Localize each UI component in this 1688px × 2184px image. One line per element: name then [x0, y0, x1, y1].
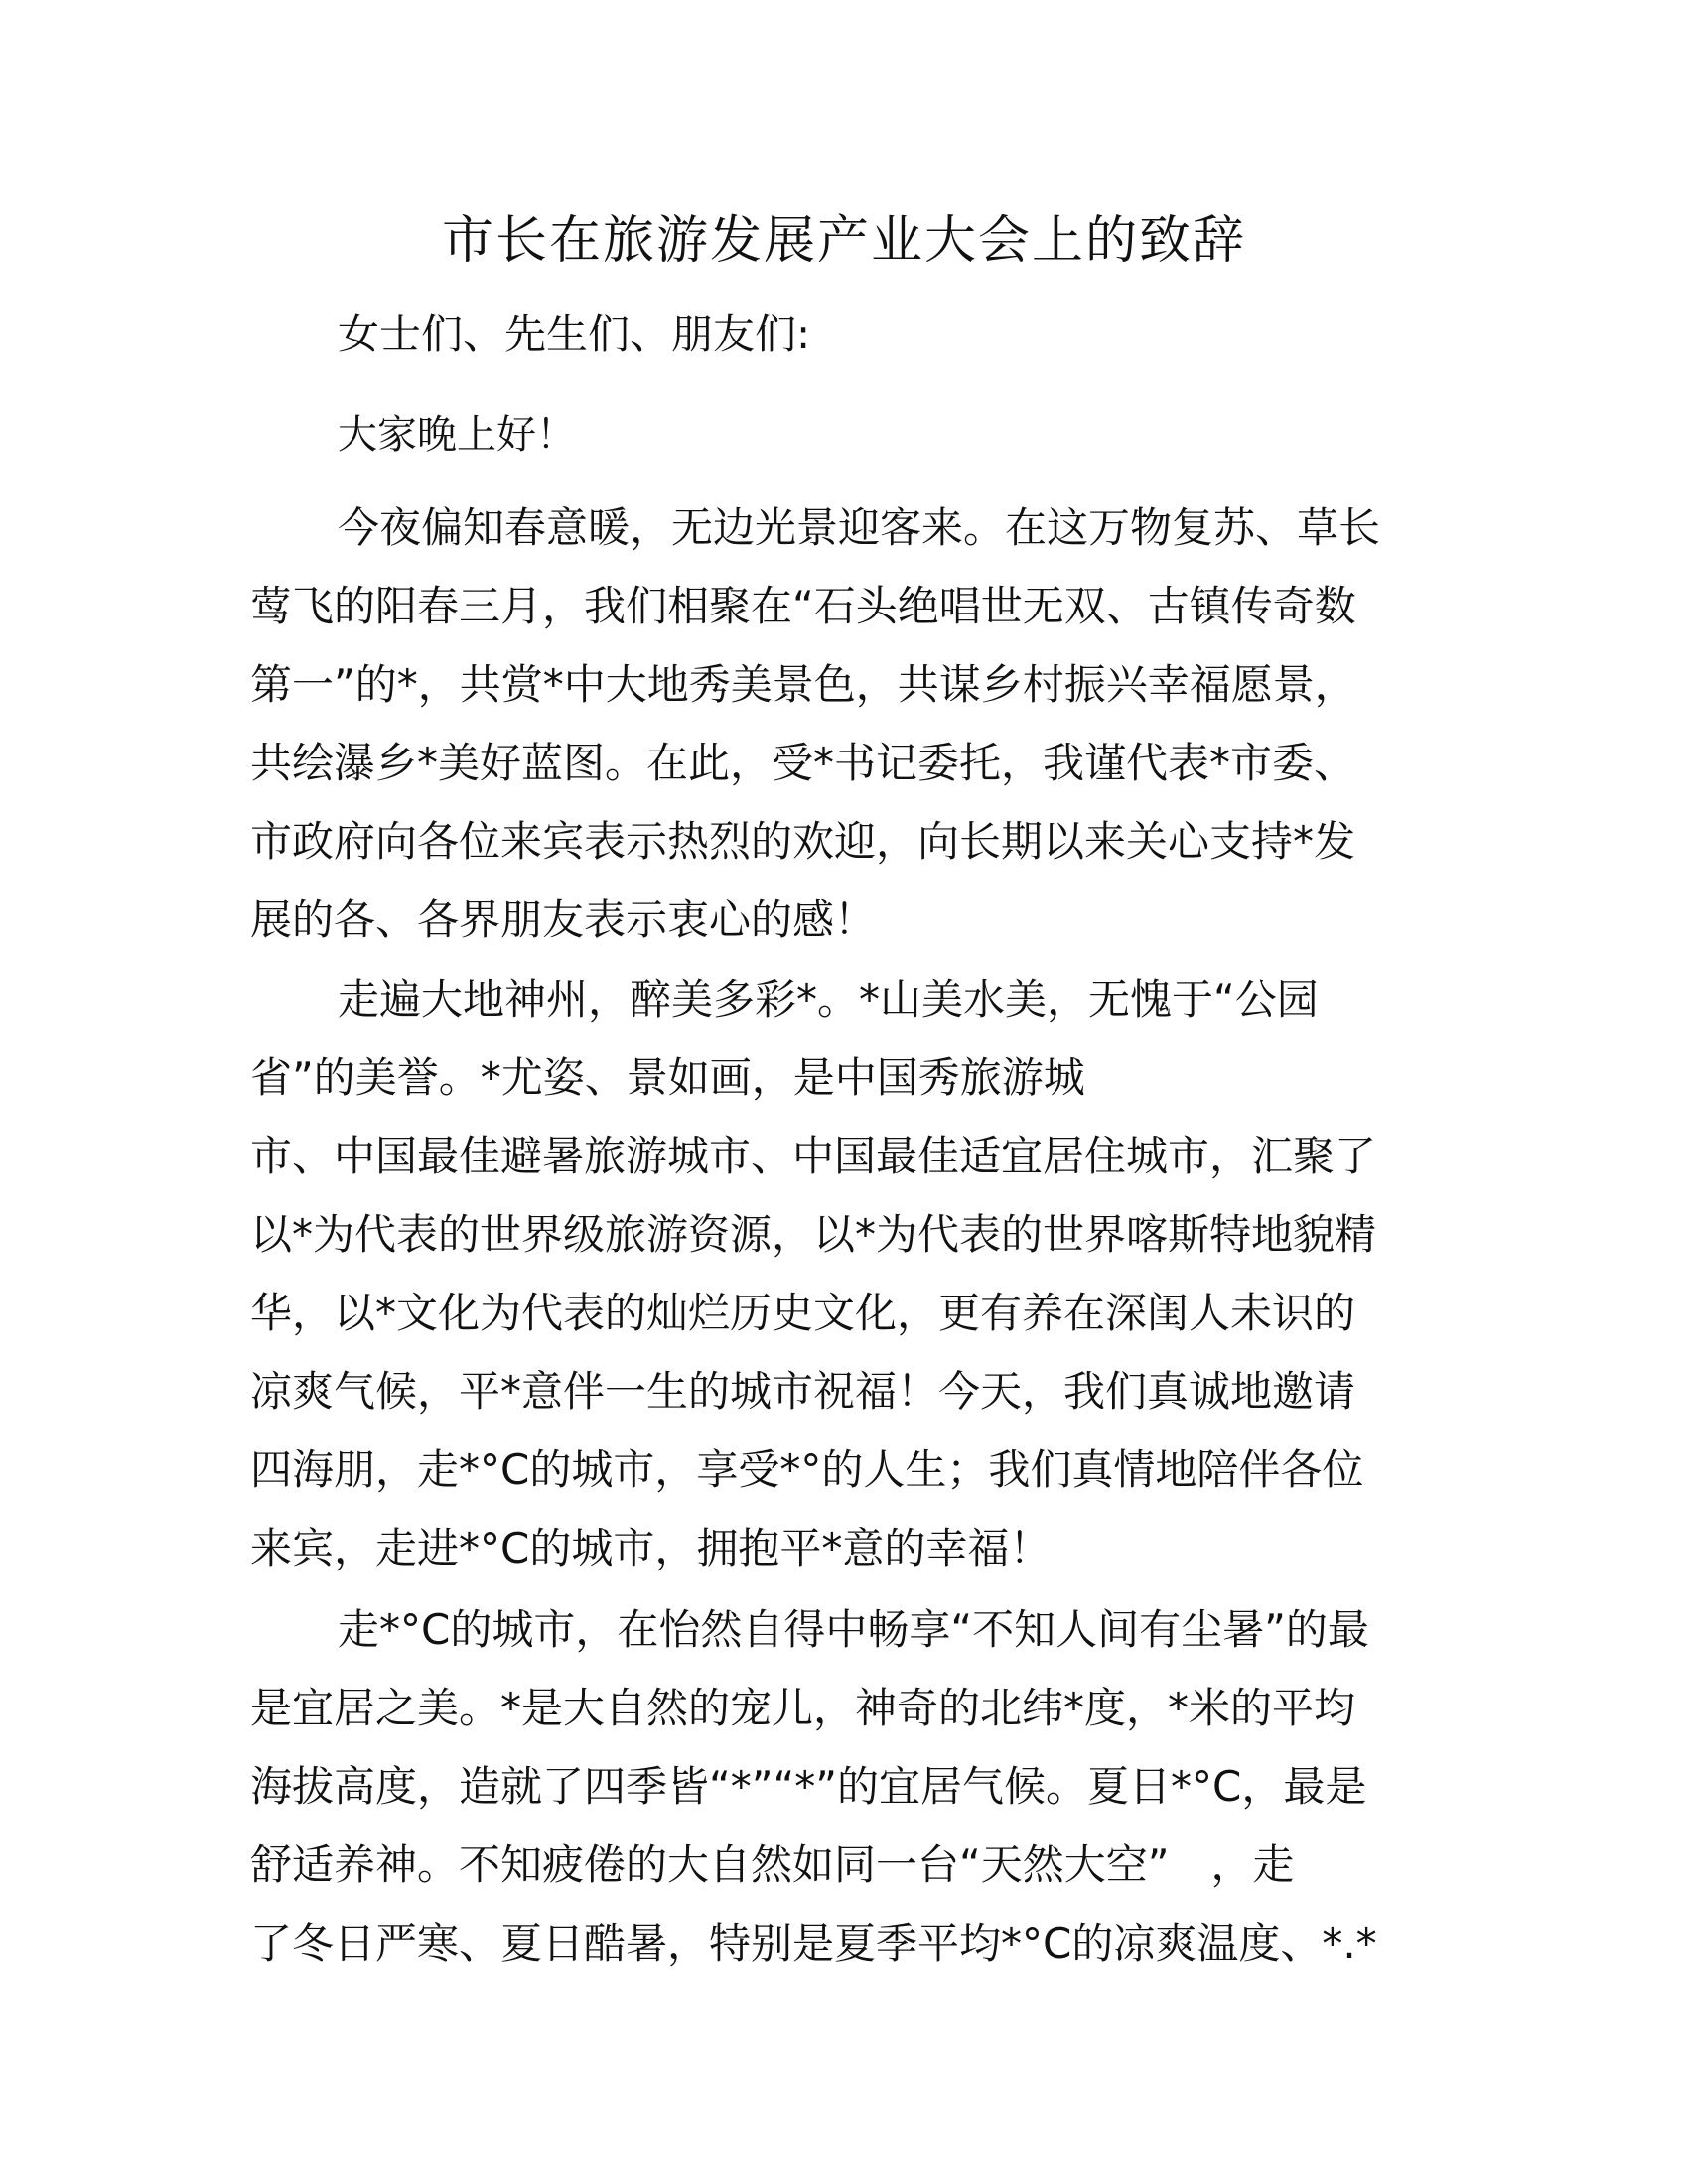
paragraph-welcome: [250, 488, 1438, 959]
paragraph-line: 展的各、各界朋友表示衷心的感！: [250, 895, 877, 944]
paragraph-line: 走遍大地神州，醉美多彩*。*山美水美，无愧于“公园: [338, 975, 1319, 1024]
paragraph-line: 走*°C的城市，在怡然自得中畅享“不知人间有尘暑”的最: [338, 1605, 1369, 1654]
paragraph-climate: [250, 1590, 1438, 1982]
paragraph-line: 市政府向各位来宾表示热烈的欢迎，向长期以来关心支持*发: [250, 817, 1356, 866]
paragraph-line: 四海朋，走*°C的城市，享受*°的人生；我们真情地陪伴各位: [250, 1445, 1364, 1494]
paragraph-line: 了冬日严寒、夏日酷暑，特别是夏季平均*°C的凉爽温度、*.*: [250, 1919, 1377, 1968]
paragraph-line: 今夜偏知春意暖，无边光景迎客来。在这万物复苏、草长: [338, 503, 1381, 552]
paragraph-line: 第一”的*，共赏*中大地秀美景色，共谋乡村振兴幸福愿景，: [250, 660, 1356, 709]
paragraph-line: 海拔高度，造就了四季皆“*”“*”的宜居气候。夏日*°C，最是: [250, 1762, 1367, 1811]
greeting: 大家晚上好！: [338, 412, 576, 458]
paragraph-scenery: [250, 960, 1438, 1587]
paragraph-line: 省”的美誉。*尤姿、景如画，是中国秀旅游城: [250, 1053, 1085, 1102]
salutation: 女士们、先生们、朋友们:: [338, 310, 811, 358]
paragraph-line: 来宾，走进*°C的城市，拥抱平*意的幸福！: [250, 1524, 1052, 1572]
paragraph-line: 共绘瀑乡*美好蓝图。在此，受*书记委托，我谨代表*市委、: [250, 739, 1356, 787]
paragraph-line: 舒适养神。不知疲倦的大自然如同一台“天然大空” ，走: [250, 1841, 1295, 1889]
paragraph-line: 以*为代表的世界级旅游资源，以*为代表的世界喀斯特地貌精: [250, 1210, 1377, 1259]
paragraph-line: 市、中国最佳避暑旅游城市、中国最佳适宜居住城市，汇聚了: [250, 1132, 1377, 1180]
document-title: 市长在旅游发展产业大会上的致辞: [441, 211, 1246, 271]
paragraph-line: 华，以*文化为代表的灿烂历史文化，更有养在深闺人未识的: [250, 1289, 1356, 1337]
paragraph-line: 是宜居之美。*是大自然的宠儿，神奇的北纬*度，*米的平均: [250, 1684, 1356, 1732]
paragraph-line: 凉爽气候，平*意伴一生的城市祝福！今天，我们真诚地邀请: [250, 1367, 1356, 1416]
paragraph-line: 莺飞的阳春三月，我们相聚在“石头绝唱世无双、古镇传奇数: [250, 582, 1356, 630]
